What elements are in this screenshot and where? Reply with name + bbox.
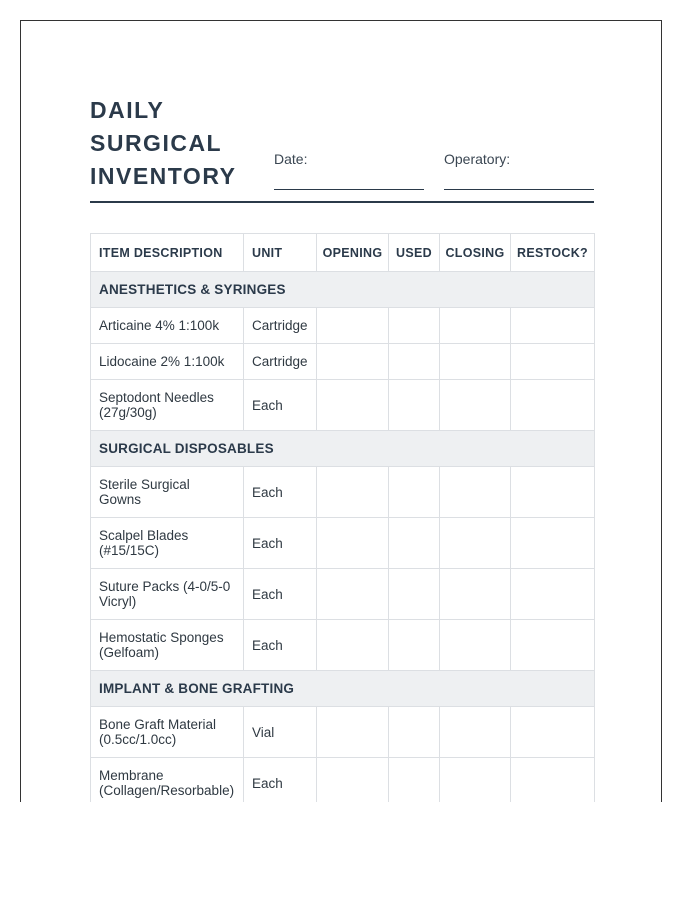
closing-cell[interactable] xyxy=(440,707,511,758)
restock-cell[interactable] xyxy=(511,518,595,569)
closing-cell[interactable] xyxy=(440,467,511,518)
header-item-description: ITEM DESCRIPTION xyxy=(91,234,244,272)
used-cell[interactable] xyxy=(389,569,440,620)
opening-cell[interactable] xyxy=(317,467,389,518)
opening-cell[interactable] xyxy=(317,344,389,380)
item-unit: Each xyxy=(244,620,317,671)
title-line-1: DAILY xyxy=(90,97,165,123)
opening-cell[interactable] xyxy=(317,569,389,620)
table-row xyxy=(91,467,595,518)
restock-cell[interactable] xyxy=(511,344,595,380)
opening-cell[interactable] xyxy=(317,707,389,758)
section-row xyxy=(91,431,595,467)
inventory-sheet xyxy=(20,20,662,802)
header-divider xyxy=(90,201,594,203)
used-cell[interactable] xyxy=(389,758,440,803)
table-row xyxy=(91,569,595,620)
item-description: Sterile Surgical Gowns xyxy=(91,467,244,518)
closing-cell[interactable] xyxy=(440,620,511,671)
used-cell[interactable] xyxy=(389,467,440,518)
closing-cell[interactable] xyxy=(440,518,511,569)
item-unit: Cartridge xyxy=(244,344,317,380)
inventory-table xyxy=(90,233,595,802)
item-unit: Each xyxy=(244,467,317,518)
item-unit: Cartridge xyxy=(244,308,317,344)
used-cell[interactable] xyxy=(389,308,440,344)
item-description: Articaine 4% 1:100k xyxy=(91,308,244,344)
table-row xyxy=(91,308,595,344)
opening-cell[interactable] xyxy=(317,620,389,671)
closing-cell[interactable] xyxy=(440,308,511,344)
restock-cell[interactable] xyxy=(511,380,595,431)
item-description: Hemostatic Sponges (Gelfoam) xyxy=(91,620,244,671)
item-description: Bone Graft Material (0.5cc/1.0cc) xyxy=(91,707,244,758)
section-implant-bone-grafting: IMPLANT & BONE GRAFTING xyxy=(91,671,595,707)
table-row xyxy=(91,380,595,431)
closing-cell[interactable] xyxy=(440,380,511,431)
header-used: USED xyxy=(389,234,440,272)
restock-cell[interactable] xyxy=(511,569,595,620)
table-row xyxy=(91,518,595,569)
header-closing: CLOSING xyxy=(440,234,511,272)
section-row xyxy=(91,272,595,308)
operatory-field[interactable] xyxy=(444,151,594,173)
date-field[interactable] xyxy=(274,151,424,173)
item-unit: Each xyxy=(244,518,317,569)
item-unit: Each xyxy=(244,758,317,803)
restock-cell[interactable] xyxy=(511,308,595,344)
used-cell[interactable] xyxy=(389,518,440,569)
header-opening: OPENING xyxy=(317,234,389,272)
header-unit: UNIT xyxy=(244,234,317,272)
restock-cell[interactable] xyxy=(511,620,595,671)
section-anesthetics: ANESTHETICS & SYRINGES xyxy=(91,272,595,308)
opening-cell[interactable] xyxy=(317,308,389,344)
item-description: Suture Packs (4-0/5-0 Vicryl) xyxy=(91,569,244,620)
operatory-underline xyxy=(444,189,594,190)
table-header-row xyxy=(91,234,595,272)
used-cell[interactable] xyxy=(389,620,440,671)
item-description: Lidocaine 2% 1:100k xyxy=(91,344,244,380)
date-underline xyxy=(274,189,424,190)
item-unit: Vial xyxy=(244,707,317,758)
header-restock: RESTOCK? xyxy=(511,234,595,272)
used-cell[interactable] xyxy=(389,707,440,758)
restock-cell[interactable] xyxy=(511,758,595,803)
table-row xyxy=(91,620,595,671)
title-line-2: SURGICAL xyxy=(90,130,223,156)
section-row xyxy=(91,671,595,707)
opening-cell[interactable] xyxy=(317,380,389,431)
item-unit: Each xyxy=(244,380,317,431)
table-row xyxy=(91,758,595,803)
closing-cell[interactable] xyxy=(440,569,511,620)
item-description: Membrane (Collagen/Resorbable) xyxy=(91,758,244,803)
closing-cell[interactable] xyxy=(440,344,511,380)
closing-cell[interactable] xyxy=(440,758,511,803)
table-row xyxy=(91,344,595,380)
item-description: Scalpel Blades (#15/15C) xyxy=(91,518,244,569)
opening-cell[interactable] xyxy=(317,518,389,569)
date-label: Date: xyxy=(274,151,308,167)
page-title xyxy=(90,94,260,193)
used-cell[interactable] xyxy=(389,344,440,380)
section-surgical-disposables: SURGICAL DISPOSABLES xyxy=(91,431,595,467)
table-row xyxy=(91,707,595,758)
restock-cell[interactable] xyxy=(511,467,595,518)
opening-cell[interactable] xyxy=(317,758,389,803)
used-cell[interactable] xyxy=(389,380,440,431)
title-line-3: INVENTORY xyxy=(90,163,237,189)
restock-cell[interactable] xyxy=(511,707,595,758)
item-unit: Each xyxy=(244,569,317,620)
operatory-label: Operatory: xyxy=(444,151,511,167)
item-description: Septodont Needles (27g/30g) xyxy=(91,380,244,431)
